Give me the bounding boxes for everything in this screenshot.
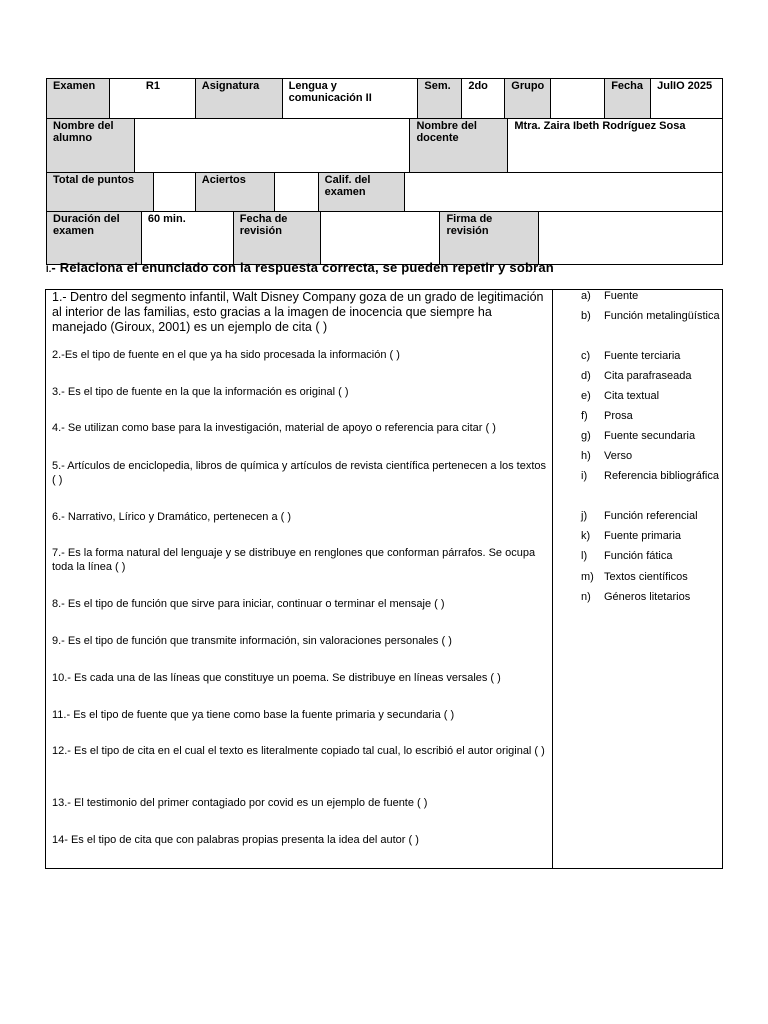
answer-text: Fuente primaria (604, 530, 682, 542)
question-item: 5.- Artículos de enciclopedia, libros de química y artículos de revista científica pertenecen a los textos ( ) (52, 460, 547, 486)
answer-text: Fuente secundaria (604, 430, 696, 442)
question-item: 6.- Narrativo, Lírico y Dramático, pertenecen a ( ) (52, 511, 292, 523)
answer-item (553, 587, 723, 607)
answer-text: Textos científicos (604, 571, 688, 583)
calif-value (405, 173, 723, 211)
duracion-value: 60 min. (142, 212, 234, 264)
answer-letter: n) (581, 591, 591, 603)
answer-letter: d) (581, 370, 591, 382)
alumno-label: Nombre del alumno (47, 119, 135, 172)
question-item: 4.- Se utilizan como base para la investigación, material de apoyo o referencia para citar ( ) (52, 422, 496, 434)
alumno-value (135, 119, 411, 172)
question-item: 12.- Es el tipo de cita en el cual el texto es literalmente copiado tal cual, lo escribió el autor original ( ) (52, 745, 545, 757)
duracion-label: Duración del examen (47, 212, 142, 264)
fecha-revision-value (321, 212, 441, 264)
answer-item (553, 406, 723, 426)
fecha-label: Fecha (605, 79, 651, 118)
docente-value: Mtra. Zaira Ibeth Rodríguez Sosa (508, 119, 723, 172)
header-row-3 (46, 172, 723, 211)
matching-table (45, 289, 723, 869)
question-item: 7.- Es la forma natural del lenguaje y se distribuye en renglones que conforman párrafos. Se ocupa toda la línea ( ) (52, 547, 536, 573)
answer-text: Cita parafraseada (604, 370, 692, 382)
answer-item (553, 386, 723, 406)
answer-item (553, 506, 723, 526)
answer-item (553, 286, 723, 306)
answers-column (553, 290, 722, 868)
answer-item (553, 306, 723, 326)
answer-letter: h) (581, 450, 591, 462)
calif-label: Calif. del examen (319, 173, 405, 211)
question-item: 8.- Es el tipo de función que sirve para iniciar, continuar o terminar el mensaje ( ) (52, 598, 445, 610)
question-item: 9.- Es el tipo de función que transmite información, sin valoraciones personales ( ) (52, 635, 452, 647)
answer-item (553, 426, 723, 446)
answer-letter: i) (581, 470, 588, 482)
answer-text: Cita textual (604, 390, 660, 402)
total-value (154, 173, 196, 211)
answer-item (553, 446, 723, 466)
grupo-label: Grupo (505, 79, 551, 118)
question-item: 11.- Es el tipo de fuente que ya tiene como base la fuente primaria y secundaria ( ) (52, 709, 455, 721)
answer-item (553, 346, 723, 366)
answer-text: Función metalingüística (604, 310, 720, 322)
answer-text: Verso (604, 450, 633, 462)
header-row-2 (46, 118, 723, 172)
question-item: 2.-Es el tipo de fuente en el que ya ha sido procesada la información ( ) (52, 349, 400, 361)
aciertos-label: Aciertos (196, 173, 275, 211)
total-label: Total de puntos (47, 173, 154, 211)
instruction-number: I. (46, 264, 52, 274)
instruction (46, 260, 554, 275)
fecha-revision-label: Fecha de revisión (234, 212, 321, 264)
question-item: 3.- Es el tipo de fuente en la que la información es original ( ) (52, 386, 349, 398)
answer-letter: j) (581, 510, 588, 522)
examen-value: R1 (110, 79, 196, 118)
answer-letter: k) (581, 530, 591, 542)
header-row-4 (46, 211, 723, 265)
answer-text: Referencia bibliográfica (604, 470, 719, 482)
fecha-value: JulIO 2025 (651, 79, 723, 118)
firma-revision-value (539, 212, 723, 264)
examen-label: Examen (47, 79, 110, 118)
asignatura-label: Asignatura (196, 79, 283, 118)
answer-item (553, 546, 723, 566)
firma-revision-label: Firma de revisión (440, 212, 539, 264)
answer-letter: b) (581, 310, 591, 322)
answer-text: Función referencial (604, 510, 698, 522)
questions-column (46, 290, 553, 868)
answer-text: Función fática (604, 550, 673, 562)
answer-text: Fuente (604, 290, 639, 302)
header-row-1 (46, 78, 723, 118)
exam-header-table (46, 78, 723, 265)
answer-letter: m) (581, 571, 594, 583)
question-item: 1.- Dentro del segmento infantil, Walt Disney Company goza de un grado de legitimación al interior de las familias, esto gracias a la imagen de inocencia que siempre ha manejado (Giroux, 2001) es un ejemplo de cita ( ) (52, 290, 544, 334)
question-item: 13.- El testimonio del primer contagiado por covid es un ejemplo de fuente ( ) (52, 797, 428, 809)
answer-letter: f) (581, 410, 588, 422)
answer-letter: a) (581, 290, 591, 302)
answer-letter: e) (581, 390, 591, 402)
grupo-value (551, 79, 605, 118)
answer-letter: c) (581, 350, 591, 362)
docente-label: Nombre del docente (410, 119, 508, 172)
answer-text: Fuente terciaria (604, 350, 681, 362)
answer-item (553, 526, 723, 546)
answer-item (553, 366, 723, 386)
aciertos-value (275, 173, 319, 211)
answer-text: Géneros litetarios (604, 591, 691, 603)
answer-text: Prosa (604, 410, 633, 422)
answer-letter: g) (581, 430, 591, 442)
sem-value: 2do (462, 79, 505, 118)
instruction-text: - Relaciona el enunciado con la respuesta correcta, se pueden repetir y sobran (51, 260, 554, 275)
answer-letter: l) (581, 550, 588, 562)
question-item: 14- Es el tipo de cita que con palabras propias presenta la idea del autor ( ) (52, 834, 419, 846)
answer-item (553, 466, 723, 486)
asignatura-value: Lengua y comunicación II (283, 79, 419, 118)
answer-item (553, 567, 723, 587)
sem-label: Sem. (418, 79, 462, 118)
question-item: 10.- Es cada una de las líneas que constituye un poema. Se distribuye en líneas versales ( ) (52, 672, 501, 684)
